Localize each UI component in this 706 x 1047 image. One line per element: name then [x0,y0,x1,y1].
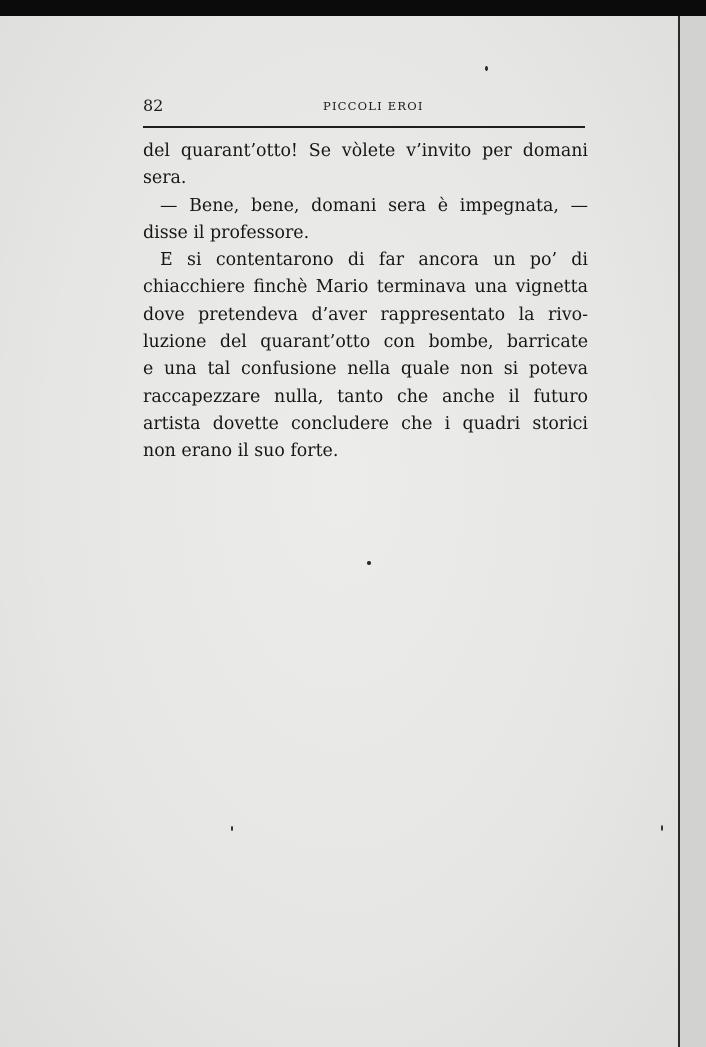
text-line: raccapezzare nulla, tanto che anche il futuro [143,386,588,407]
text-line: disse il professore. [143,222,310,243]
page-number: 82 [143,96,164,115]
page-header [143,86,585,130]
gutter-line [678,16,680,1047]
text-line: artista dovette concludere che i quadri storici [143,413,588,434]
text-line: E si contentarono di far ancora un po’ di [160,250,588,271]
text-line: dove pretendeva d’aver rappresentato la rivo- [143,304,588,325]
ink-speck [661,825,663,831]
text-line: sera. [143,168,187,189]
header-rule [143,126,585,128]
running-head: PICCOLI EROI [323,99,424,113]
text-line: e una tal confusione nella quale non si poteva [143,359,588,380]
body-text [143,138,588,466]
text-line: — Bene, bene, domani sera è impegnata, — [160,195,588,216]
ink-speck [367,561,371,565]
text-line: chiacchiere finchè Mario terminava una vignetta [143,277,588,298]
ink-speck [485,66,488,71]
text-line: del quarant’otto! Se vòlete v’invito per domani [143,141,588,161]
ink-speck [231,826,233,831]
text-line: non erano il suo forte. [143,441,339,462]
text-line: luzione del quarant’otto con bombe, barricate [143,332,588,353]
